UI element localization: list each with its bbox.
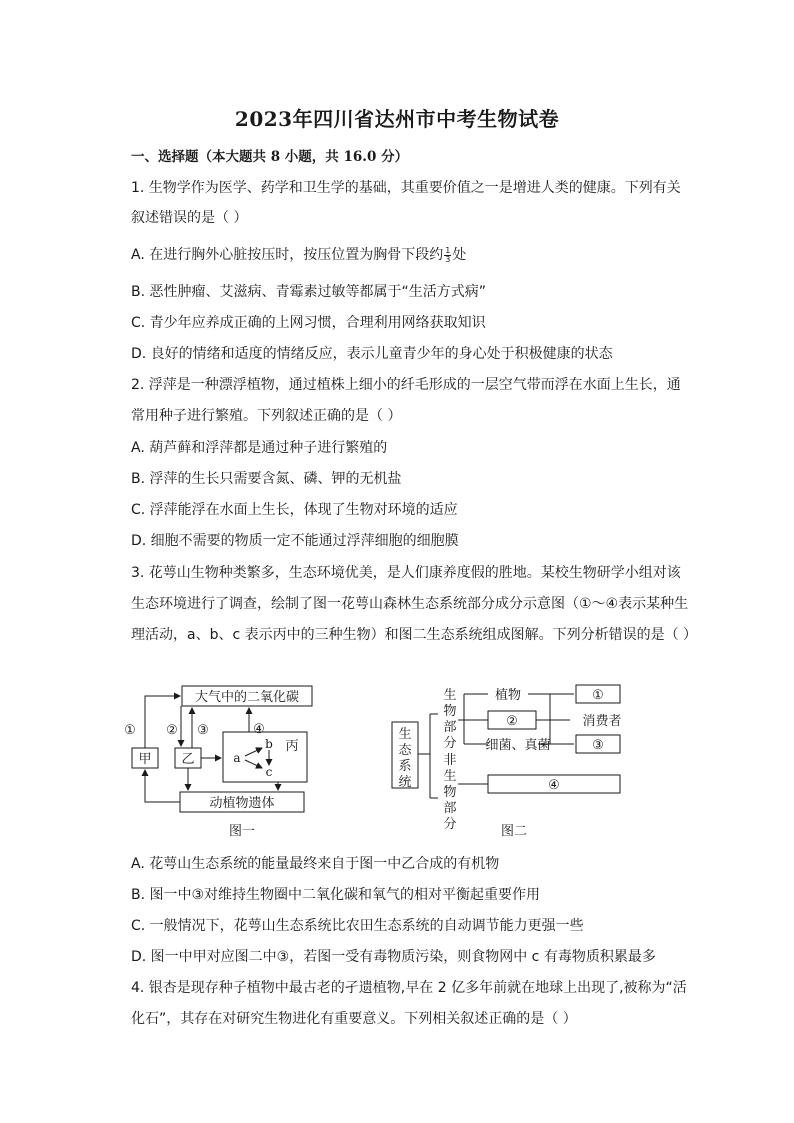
process-2-label: ② (166, 723, 178, 738)
bing-label: 丙 (285, 739, 299, 754)
q1-stem-line-1: 1. 生物学作为医学、药学和卫生学的基础，其重要价值之一是增进人类的健康。下列有关 (131, 180, 681, 196)
q2-option-a: A. 葫芦藓和浮萍都是通过种子进行繁殖的 (131, 440, 388, 456)
bio-part-char-4: 分 (443, 736, 457, 751)
figure-two-diagram (388, 680, 638, 840)
q2-option-d: D. 细胞不需要的物质一定不能通过浮萍细胞的细胞膜 (131, 533, 459, 549)
bio-part-char-1: 生 (443, 688, 457, 703)
figure-two-caption: 图二 (500, 824, 528, 839)
organism-b-label: b (265, 737, 273, 751)
ecosystem-char-4: 统 (398, 775, 412, 790)
process-4-label: ④ (253, 722, 265, 737)
nonbio-part-char-3: 物 (443, 785, 457, 800)
page-title: 2023年四川省达州市中考生物试卷 (234, 107, 560, 131)
q3-stem-line-2: 生态环境进行了调查，绘制了图一花萼山森林生态系统部分成分示意图（①～④表示某种生 (131, 596, 689, 612)
fraction-numerator: 1 (445, 245, 451, 255)
q3-option-b: B. 图一中③对维持生物圈中二氧化碳和氧气的相对平衡起重要作用 (131, 887, 541, 903)
box-2-label: ② (506, 714, 518, 729)
box-1-label: ① (592, 688, 604, 703)
q2-stem-line-2: 常用种子进行繁殖。下列叙述正确的是（ ） (131, 408, 402, 424)
nonbio-part-char-4: 部 (443, 801, 457, 816)
q3-option-c: C. 一般情况下，花萼山生态系统比农田生态系统的自动调节能力更强一些 (131, 918, 584, 934)
organism-a-label: a (233, 751, 241, 765)
ecosystem-char-1: 生 (398, 727, 412, 742)
section-heading: 一、选择题（本大题共 8 小题，共 16.0 分） (131, 149, 409, 165)
consumers-label: 消费者 (582, 714, 622, 729)
box-4-label: ④ (548, 778, 560, 793)
q3-stem-line-3: 理活动，a、b、c 表示丙中的三种生物）和图二生态系统组成图解。下列分析错误的是（ ） (131, 627, 698, 643)
q3-option-a: A. 花萼山生态系统的能量最终来自于图一中乙合成的有机物 (131, 856, 500, 872)
q1-option-a-text: A. 在进行胸外心脏按压时，按压位置为胸骨下段约 (131, 247, 444, 263)
bio-part-char-2: 物 (443, 704, 457, 719)
remains-label: 动植物遗体 (209, 796, 275, 811)
q2-option-b: B. 浮萍的生长只需要含氮、磷、钾的无机盐 (131, 471, 402, 487)
fraction-one-third (444, 247, 451, 264)
plants-label: 植物 (494, 688, 522, 703)
q1-option-c: C. 青少年应养成正确的上网习惯，合理利用网络获取知识 (131, 315, 486, 331)
figure-one-diagram (118, 680, 328, 840)
bio-part-char-3: 部 (443, 720, 457, 735)
q3-option-d: D. 图一中甲对应图二中③，若图一受有毒物质污染，则食物网中 c 有毒物质积累最多 (131, 949, 656, 965)
q2-stem-line-1: 2. 浮萍是一种漂浮植物，通过植株上细小的纤毛形成的一层空气带而浮在水面上生长，通 (131, 377, 681, 393)
q2-option-c: C. 浮萍能浮在水面上生长，体现了生物对环境的适应 (131, 502, 458, 518)
fraction-denominator: 3 (445, 254, 451, 264)
box-3-label: ③ (592, 738, 604, 753)
q1-option-d: D. 良好的情绪和适度的情绪反应，表示儿童青少年的身心处于积极健康的状态 (131, 346, 613, 362)
figure-one-caption: 图一 (228, 824, 256, 839)
yi-label: 乙 (181, 752, 195, 767)
co2-label: 大气中的二氧化碳 (194, 690, 300, 705)
jia-label: 甲 (138, 752, 152, 767)
q1-option-a (131, 244, 466, 264)
q1-option-a-end: 处 (452, 247, 467, 263)
nonbio-part-char-1: 非 (443, 753, 457, 768)
process-3-label: ③ (197, 723, 209, 738)
organism-c-label: c (265, 765, 273, 779)
nonbio-part-char-5: 分 (443, 817, 457, 832)
q4-stem-line-1: 4. 银杏是现存种子植物中最古老的孑遗植物,早在 2 亿多年前就在地球上出现了,被称为“活 (131, 980, 687, 996)
q4-stem-line-2: 化石”，其存在对研究生物进化有重要意义。下列相关叙述正确的是（ ） (131, 1011, 577, 1027)
process-1-label: ① (124, 723, 136, 738)
q3-stem-line-1: 3. 花萼山生物种类繁多，生态环境优美，是人们康养度假的胜地。某校生物研学小组对该 (131, 565, 681, 581)
q1-stem-line-2: 叙述错误的是（ ） (131, 210, 248, 226)
ecosystem-char-3: 系 (398, 759, 412, 774)
ecosystem-char-2: 态 (398, 743, 412, 758)
decomposers-label: 细菌、真菌 (485, 738, 551, 753)
q1-option-b: B. 恶性肿瘤、艾滋病、青霉素过敏等都属于“生活方式病” (131, 284, 487, 300)
nonbio-part-char-2: 生 (443, 769, 457, 784)
